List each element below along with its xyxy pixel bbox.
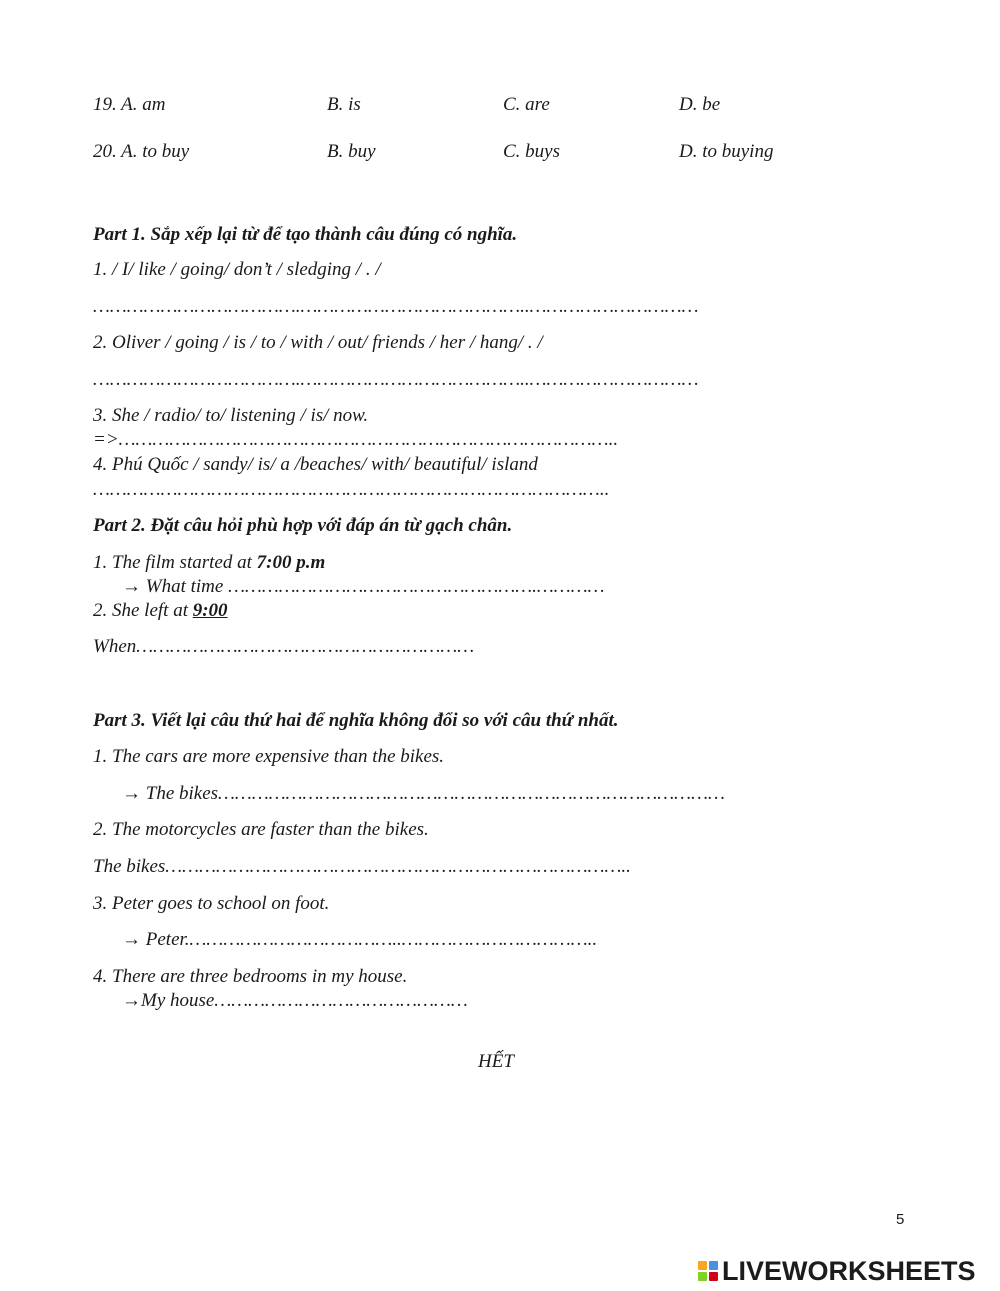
logo-square-3 <box>698 1272 707 1281</box>
part1-question-4: 4. Phú Quốc / sandy/ is/ a /beaches/ with/ beautiful/ island <box>93 454 538 475</box>
part3-answer-line-4[interactable]: →My house……………………………………… <box>122 990 468 1011</box>
part2-heading: Part 2. Đặt câu hỏi phù hợp với đáp án từ gạch chân. <box>93 515 513 536</box>
part2-prompt-1[interactable]: → What time ……………………………………………….………… <box>122 576 605 597</box>
part1-heading: Part 1. Sắp xếp lại từ để tạo thành câu đúng có nghĩa. <box>93 224 518 245</box>
end-text: HẾT <box>478 1051 514 1072</box>
part1-question-2: 2. Oliver / going / is / to / with / out/ friends / her / hang/ . / <box>93 332 543 353</box>
part1-answer-line-1[interactable]: ……………………………….…………………………………..………………………… <box>93 296 699 317</box>
part1-question-1: 1. / I/ like / going/ don’t / sledging / . / <box>93 259 381 280</box>
mcq-19-option-b: B. is <box>327 94 361 115</box>
part3-answer-line-2[interactable]: The bikes……………………………………………………………………….. <box>93 856 631 877</box>
part3-answer-line-3[interactable]: → Peter.………………………………..…………………………….. <box>122 929 598 950</box>
part2-question-2-text: 2. She left at <box>93 600 193 621</box>
logo-square-1 <box>698 1261 707 1270</box>
part2-question-1 <box>93 552 325 574</box>
logo-square-4 <box>709 1272 718 1281</box>
part1-answer-line-3[interactable]: =>…………………………………………………………………………….. <box>93 429 619 450</box>
mcq-20-option-d: D. to buying <box>679 141 774 162</box>
part3-question-3: 3. Peter goes to school on foot. <box>93 893 330 914</box>
mcq-19-option-d: D. be <box>679 94 721 115</box>
mcq-20-option-a: 20. A. to buy <box>93 141 190 162</box>
logo-mark-icon <box>698 1261 718 1281</box>
part3-answer-line-1[interactable]: → The bikes……………………………………………………………………………… <box>122 783 725 804</box>
part3-question-2: 2. The motorcycles are faster than the bikes. <box>93 819 429 840</box>
part2-prompt-2[interactable]: When…………………………………………………… <box>93 636 475 657</box>
part2-question-1-answer: 7:00 p.m <box>256 552 326 573</box>
page-number: 5 <box>896 1211 905 1228</box>
mcq-20-option-c: C. buys <box>503 141 560 162</box>
part3-heading: Part 3. Viết lại câu thứ hai để nghĩa không đổi so với câu thứ nhất. <box>93 710 619 731</box>
part3-question-4: 4. There are three bedrooms in my house. <box>93 966 408 987</box>
part1-question-3: 3. She / radio/ to/ listening / is/ now. <box>93 405 369 426</box>
part3-question-1: 1. The cars are more expensive than the bikes. <box>93 746 445 767</box>
part2-question-1-text: 1. The film started at <box>93 552 257 573</box>
mcq-19-option-a: 19. A. am <box>93 94 166 115</box>
mcq-20-option-b: B. buy <box>327 141 376 162</box>
part2-question-2 <box>93 600 228 622</box>
part1-answer-line-4[interactable]: ……………………………………………………………………………….. <box>93 479 610 500</box>
mcq-19-option-c: C. are <box>503 94 550 115</box>
liveworksheets-logo <box>698 1256 976 1286</box>
part2-question-2-answer: 9:00 <box>192 600 228 621</box>
part1-answer-line-2[interactable]: ……………………………….…………………………………..………………………… <box>93 369 699 390</box>
logo-text: LIVEWORKSHEETS <box>722 1255 976 1286</box>
logo-square-2 <box>709 1261 718 1270</box>
